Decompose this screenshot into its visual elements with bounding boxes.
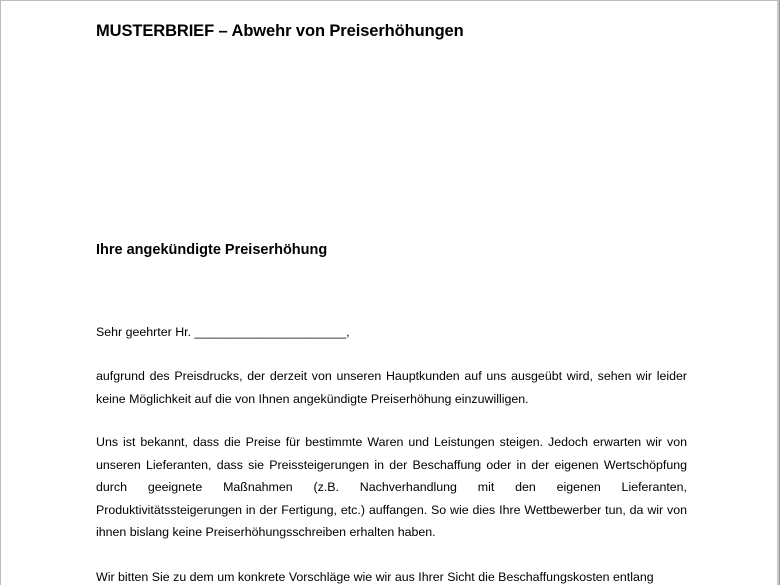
document-title: MUSTERBRIEF – Abwehr von Preiserhöhungen: [96, 22, 464, 40]
letter-subject: Ihre angekündigte Preiserhöhung: [96, 242, 328, 258]
paragraph-1: aufgrund des Preisdrucks, der derzeit von unseren Hauptkunden auf uns ausgeübt wird, sehen wir leider keine Möglichkeit auf die von Ihnen angekündigte Preiserhöhung einzuwilligen.: [96, 369, 687, 406]
paragraph-3: Wir bitten Sie zu dem um konkrete Vorschläge wie wir aus Ihrer Sicht die Beschaffungskosten entlang: [96, 570, 654, 584]
salutation: Sehr geehrter Hr. ______________________,: [96, 325, 350, 339]
paragraph-2: Uns ist bekannt, dass die Preise für bestimmte Waren und Leistungen steigen. Jedoch erwarten wir von unseren Lieferanten, dass sie Preissteigerungen in der Beschaffung oder in der eigenen Wertschöpfung durch geeignete Maßnahmen (z.B. Nachverhandlung mit den eigenen Lieferanten, Produktivitätssteigerungen in der Fertigung, etc.) auffangen. So wie dies Ihre Wettbewerber tun, da wir von ihnen bislang keine Preiserhöhungsschreiben erhalten haben.: [96, 435, 687, 540]
page-edge-shadow: [777, 1, 779, 585]
